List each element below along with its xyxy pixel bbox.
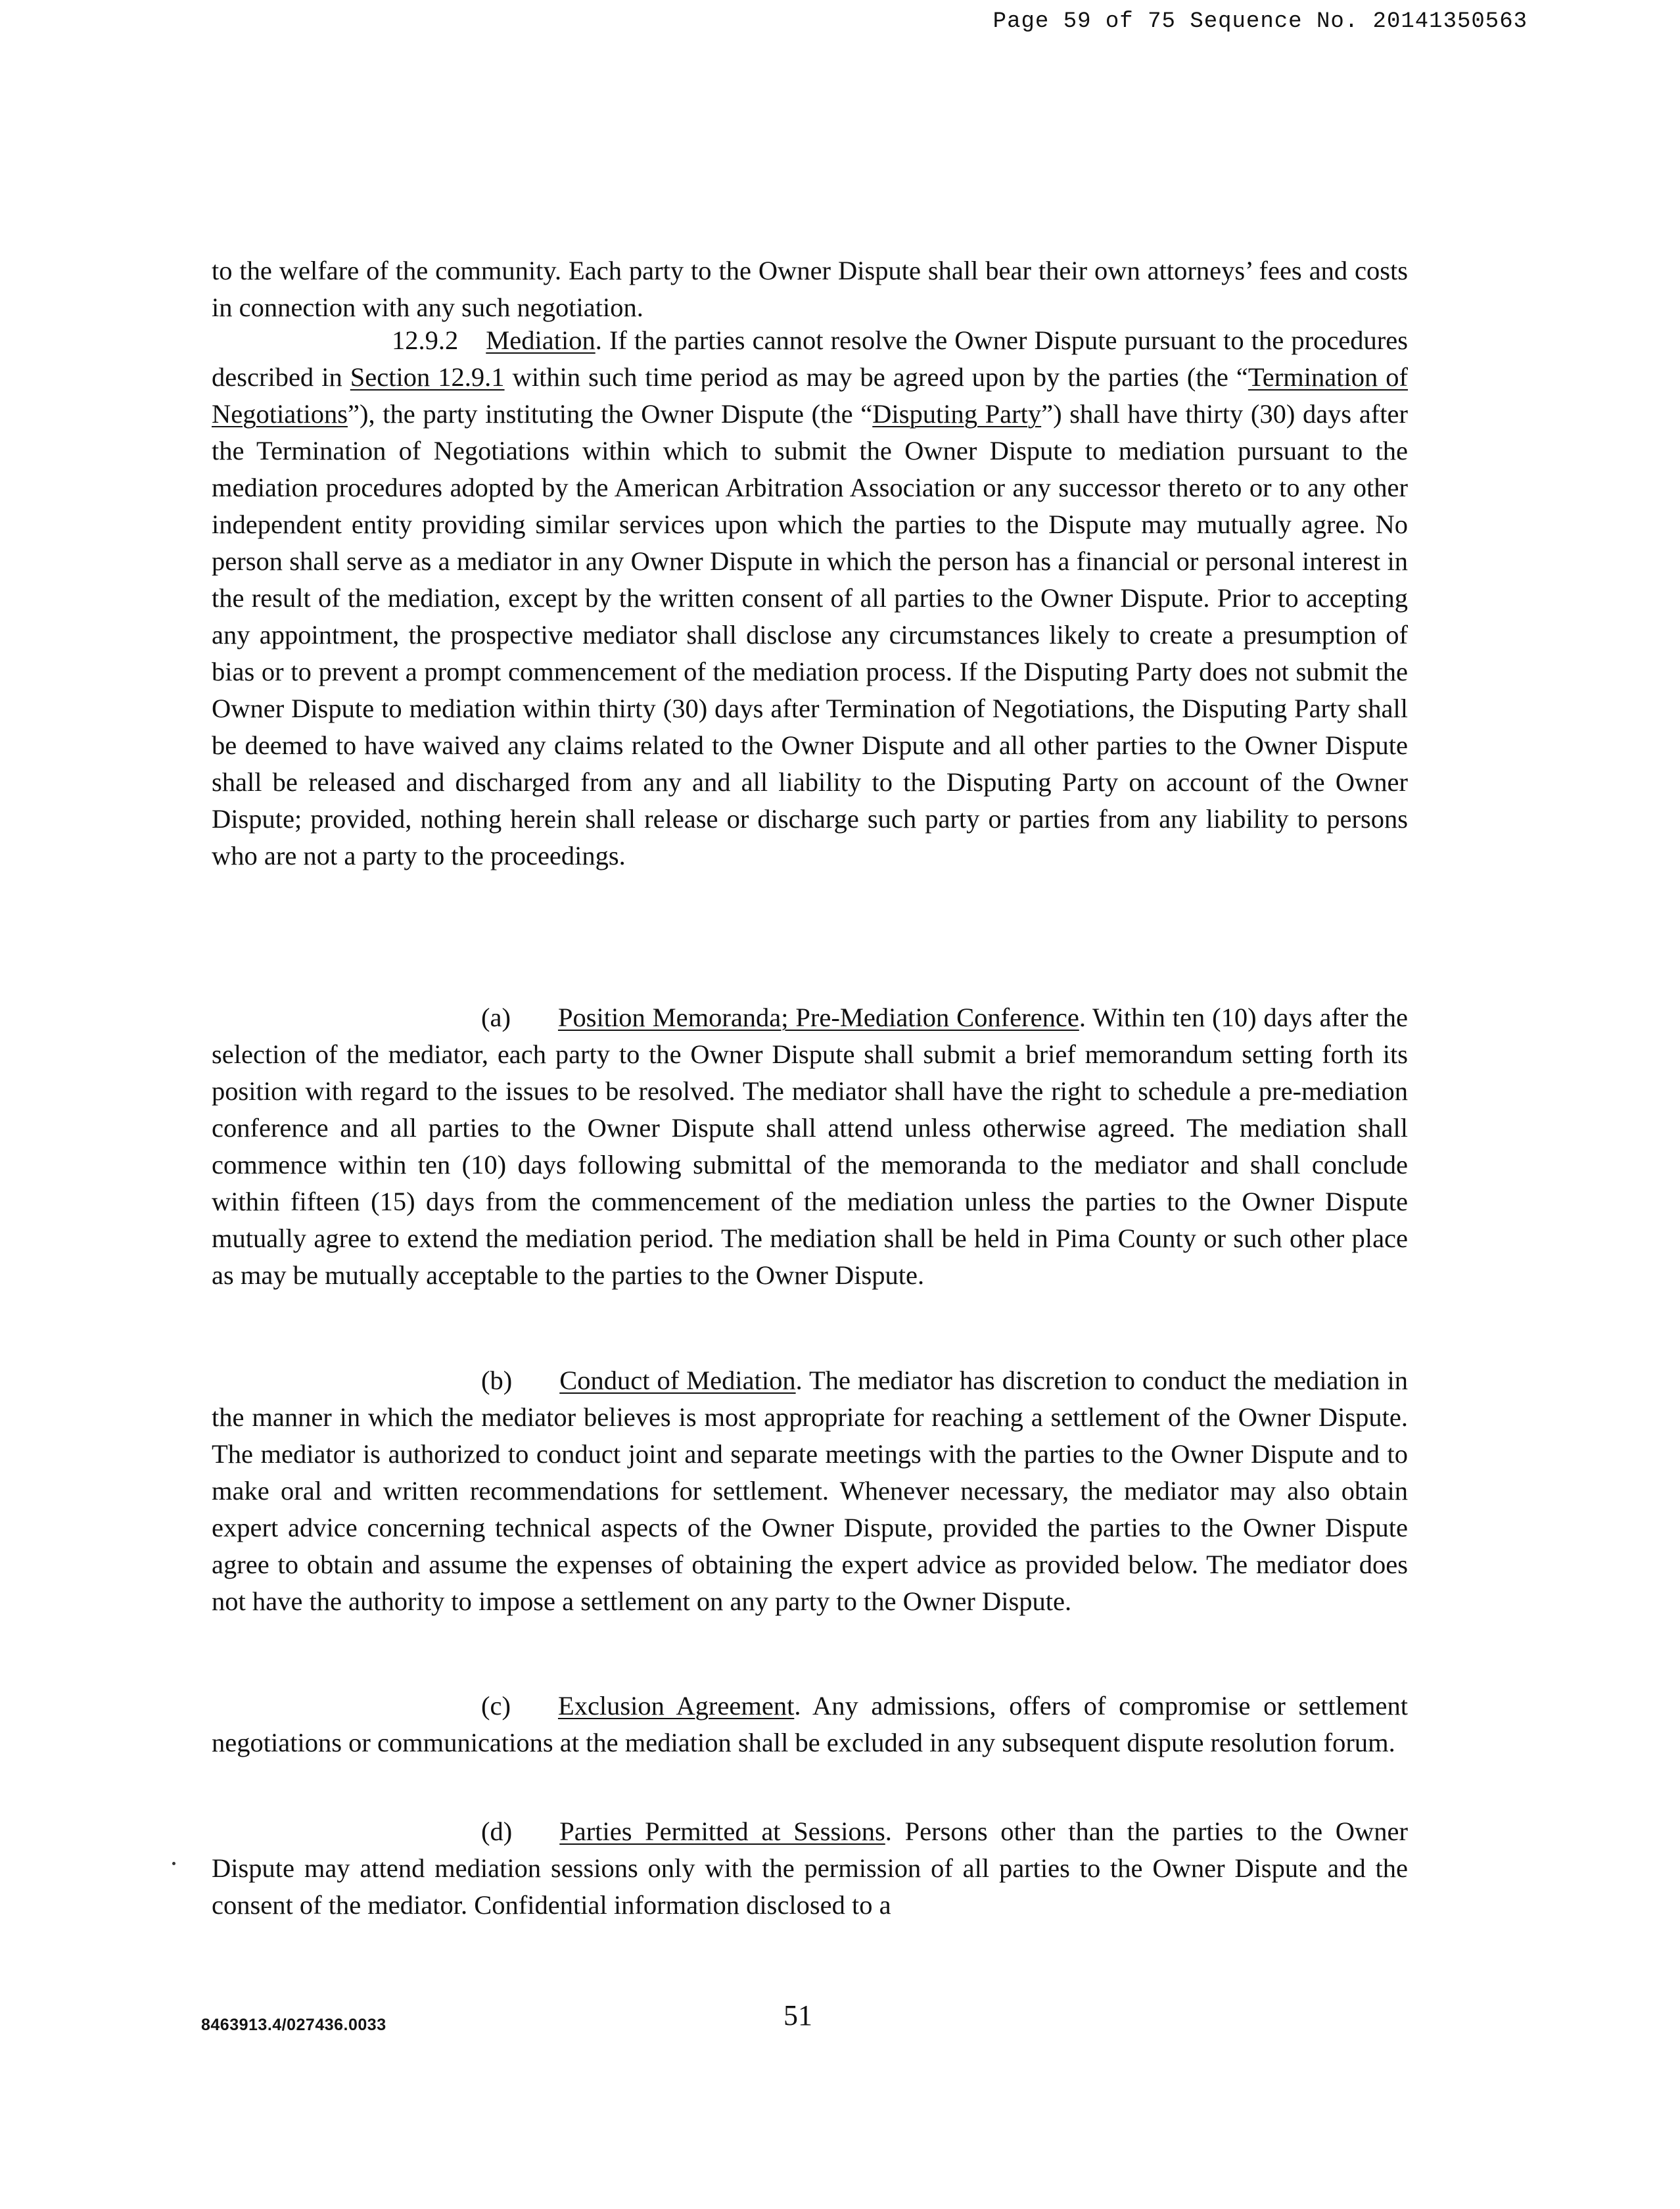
subsection-c-body: . Any admissions, offers of compromise or settlement negotiations or communications at the mediation shall be excluded in any subsequent dispute resolution forum. xyxy=(212,1691,1408,1757)
subsection-c-text xyxy=(212,1688,1408,1761)
section-text-4: ”) shall have thirty (30) days after the Termination of Negotiations within which to submit the Owner Dispute to mediation pursuant to the mediation procedures adopted by the American Arbitration Association or any successor thereto or to any other independent entity providing similar services upon which the parties to the Dispute may mutually agree. No person shall serve as a mediator in any Owner Dispute in which the person has a financial or personal interest in the result of the mediation, except by the written consent of all parties to the Owner Dispute. Prior to accepting any appointment, the prospective mediator shall disclose any circumstances likely to create a presumption of bias or to prevent a prompt commencement of the mediation process. If the Disputing Party does not submit the Owner Dispute to mediation within thirty (30) days after Termination of Negotiations, the Disputing Party shall be deemed to have waived any claims related to the Owner Dispute and all other parties to the Owner Dispute shall be released and discharged from any and all liability to the Disputing Party on account of the Owner Dispute; provided, nothing herein shall release or discharge such party or parties from any liability to persons who are not a party to the proceedings. xyxy=(212,399,1408,870)
subsection-a-label: (a) xyxy=(481,1003,511,1032)
subsection-a xyxy=(212,999,1408,1294)
subsection-c-heading: Exclusion Agreement xyxy=(557,1691,795,1721)
subsection-b-label: (b) xyxy=(481,1366,513,1395)
section-12-9-2-text xyxy=(212,322,1408,874)
page-sequence-header: Page 59 of 75 Sequence No. 20141350563 xyxy=(992,9,1528,34)
section-heading-mediation: Mediation xyxy=(486,325,595,355)
document-id: 8463913.4/027436.0033 xyxy=(201,2016,386,2034)
section-reference-link: Section 12.9.1 xyxy=(350,362,505,392)
subsection-a-text xyxy=(212,999,1408,1294)
subsection-a-heading: Position Memoranda; Pre-Mediation Conference xyxy=(557,1003,1079,1032)
page-number: 51 xyxy=(783,1999,812,2031)
subsection-c-label: (c) xyxy=(481,1691,511,1721)
defined-term-disputing-party: Disputing Party xyxy=(872,399,1042,429)
subsection-d xyxy=(212,1813,1408,1924)
scan-speck xyxy=(172,1862,175,1865)
section-text-3: ”), the party instituting the Owner Dispute (the “ xyxy=(347,399,873,429)
subsection-d-text xyxy=(212,1813,1408,1924)
defined-term-termination: Termination of Negotiations xyxy=(212,362,1408,429)
section-text-2: within such time period as may be agreed upon by the parties (the “ xyxy=(504,362,1248,392)
subsection-b-body: . The mediator has discretion to conduct the mediation in the manner in which the mediator believes is most appropriate for reaching a settlement of the Owner Dispute. The mediator is authorized to conduct joint and separate meetings with the parties to the Owner Dispute and to make oral and written recommendations for settlement. Whenever necessary, the mediator may also obtain expert advice concerning technical aspects of the Owner Dispute, provided the parties to the Owner Dispute agree to obtain and assume the expenses of obtaining the expert advice as provided below. The mediator does not have the authority to impose a settlement on any party to the Owner Dispute. xyxy=(212,1366,1408,1616)
section-12-9-2 xyxy=(212,322,1408,874)
subsection-b-text xyxy=(212,1362,1408,1620)
subsection-b-heading: Conduct of Mediation xyxy=(559,1366,796,1395)
subsection-a-body: . Within ten (10) days after the selection of the mediator, each party to the Owner Dispute shall submit a brief memorandum setting forth its position with regard to the issues to be resolved. The mediator shall have the right to schedule a pre-mediation conference and all parties to the Owner Dispute shall attend unless otherwise agreed. The mediation shall commence within ten (10) days following submittal of the memoranda to the mediator and shall conclude within fifteen (15) days from the commencement of the mediation unless the parties to the Owner Dispute mutually agree to extend the mediation period. The mediation shall be held in Pima County or such other place as may be mutually acceptable to the parties to the Owner Dispute. xyxy=(212,1003,1408,1290)
subsection-d-label: (d) xyxy=(481,1817,513,1846)
section-number: 12.9.2 xyxy=(392,325,459,355)
paragraph-intro-text: to the welfare of the community. Each party to the Owner Dispute shall bear their own attorneys’ fees and costs in connection with any such negotiation. xyxy=(212,256,1408,322)
subsection-c xyxy=(212,1688,1408,1761)
subsection-d-body: . Persons other than the parties to the Owner Dispute may attend mediation sessions only with the permission of all parties to the Owner Dispute and the consent of the mediator. Confidential information disclosed to a xyxy=(212,1817,1409,1920)
subsection-b xyxy=(212,1362,1408,1620)
subsection-d-heading: Parties Permitted at Sessions xyxy=(559,1817,885,1846)
paragraph-intro xyxy=(212,252,1408,326)
section-text-1: . If the parties cannot resolve the Owner Dispute pursuant to the procedures described in xyxy=(212,325,1408,392)
